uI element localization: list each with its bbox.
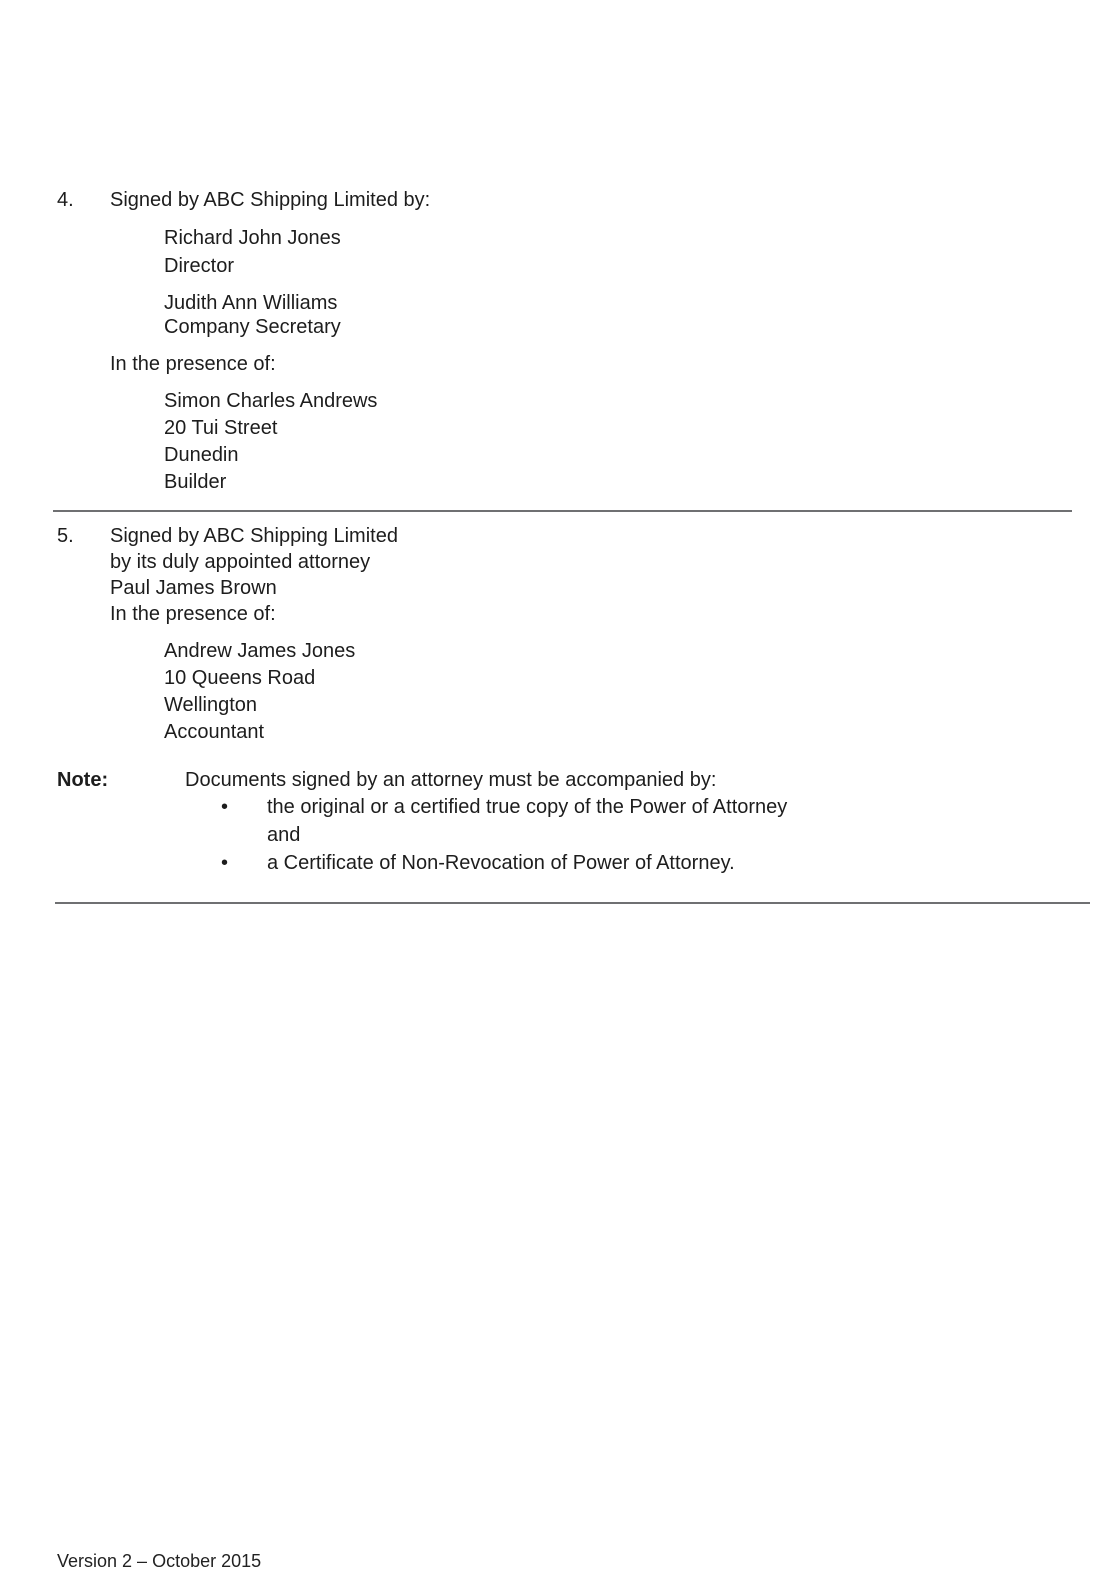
section4-witness [164, 388, 377, 496]
witness-city: Dunedin [164, 444, 239, 466]
bullet-text: a Certificate of Non-Revocation of Power of Attorney. [267, 852, 735, 874]
section5-heading [110, 523, 398, 627]
section5-number: 5. [57, 525, 74, 547]
signatory-title: Director [164, 255, 235, 277]
bullet-continuation: and [267, 824, 301, 846]
witness-name: Simon Charles Andrews [164, 390, 378, 412]
section4-signatory-1 [164, 224, 341, 280]
bullet-icon: • [221, 796, 229, 818]
section5-heading-line: by its duly appointed attorney [110, 551, 371, 573]
section5-heading-line: Signed by ABC Shipping Limited [110, 525, 398, 547]
witness-city: Wellington [164, 694, 258, 716]
bullet-icon: • [221, 852, 229, 874]
section4-heading: Signed by ABC Shipping Limited by: [110, 189, 431, 211]
witness-name: Andrew James Jones [164, 640, 356, 662]
presence-label: In the presence of: [110, 353, 276, 375]
witness-occupation: Accountant [164, 721, 265, 743]
presence-label: In the presence of: [110, 603, 276, 625]
signatory-title: Company Secretary [164, 316, 341, 338]
signatory-name: Richard John Jones [164, 227, 341, 249]
section5-witness [164, 638, 355, 746]
bullet-text: the original or a certified true copy of the Power of Attorney [267, 796, 788, 818]
section4-signatory-2 [164, 291, 341, 339]
note-label: Note: [57, 769, 109, 791]
footer-version: Version 2 – October 2015 [57, 1551, 262, 1571]
section5-heading-line: Paul James Brown [110, 577, 277, 599]
witness-street: 10 Queens Road [164, 667, 316, 689]
signatory-name: Judith Ann Williams [164, 292, 338, 314]
note-bullet-1 [267, 793, 787, 849]
section4-number: 4. [57, 189, 74, 211]
witness-street: 20 Tui Street [164, 417, 278, 439]
section-divider [53, 510, 1072, 512]
note-intro: Documents signed by an attorney must be accompanied by: [185, 769, 717, 791]
witness-occupation: Builder [164, 471, 227, 493]
section-divider [55, 902, 1090, 904]
